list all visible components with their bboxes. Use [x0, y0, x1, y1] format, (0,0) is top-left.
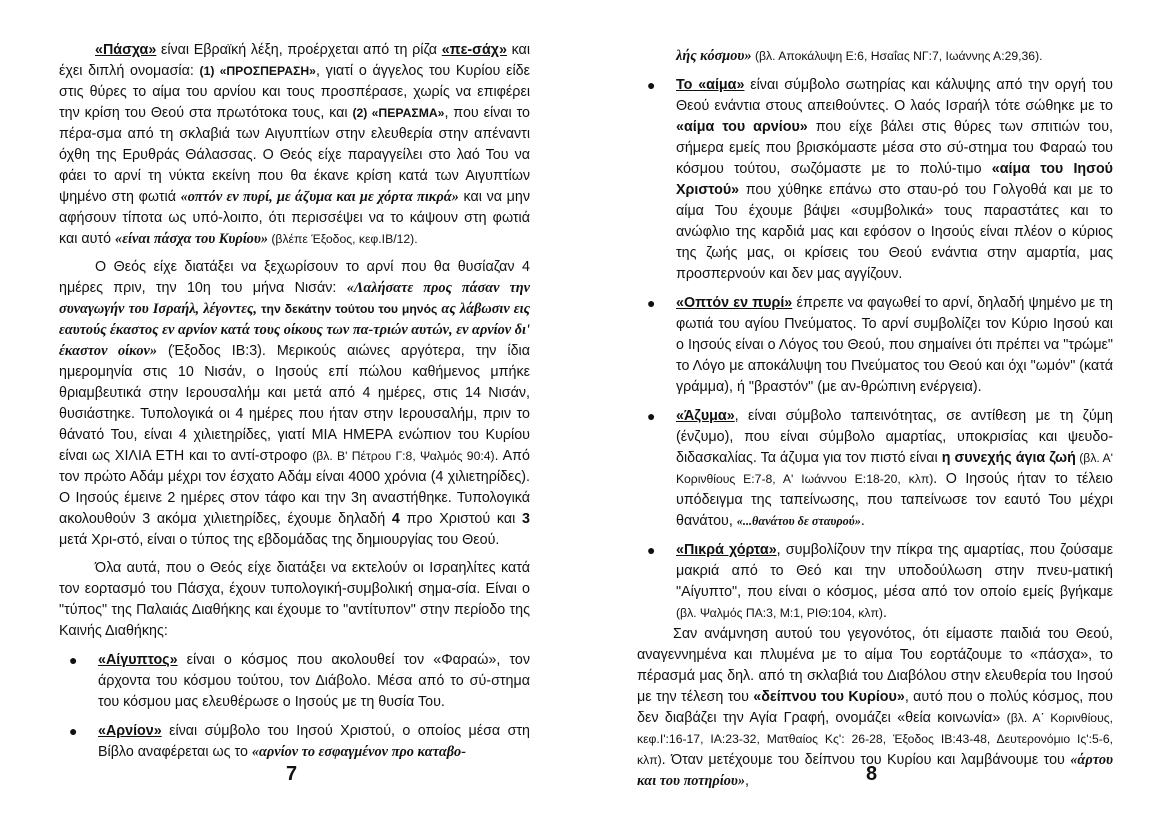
- bullet-icon: ●: [69, 723, 78, 739]
- list-item-roasted-in-fire: ● «Οπτόν εν πυρί» έπρεπε να φαγωθεί το αρνί, δηλαδή ψημένο με τη φωτιά του αγίου Πνεύματος. Το αρνί συμβολίζει τον Κύριο Ιησού και ο Ιησούς είναι ο Λόγος του Θεού, που σημαίνει ότι πρέπει να "τρώμε" το Λόγο με αποκάλυψη του Πνεύματος του Θεού και όχι "ωμόν" (κατά γράμμα), ή "βραστόν" (με αν-θρώπινη ενέργεια).: [647, 295, 1113, 395]
- list-item-egypt: ● «Αίγυπτος» είναι ο κόσμος που ακολουθεί τον «Φαραώ», τον άρχοντα του κόσμου τούτου, τον Διάβολο. Μέσα από το σύ-στημα του κόσμου μας ελευθέρωσε ο Ιησούς με τη θυσία Του.: [69, 652, 530, 710]
- paragraph-pascha-definition: «Πάσχα» είναι Εβραϊκή λέξη, προέρχεται από τη ρίζα «πε-σάχ» και έχει διπλή ονομασία: (1) «ΠΡΟΣΠΕΡΑΣΗ», γιατί ο άγγελος του Κυρίου είδε στις θύρες το αίμα του αρνίου και τους προσπέρασε, χωρίς να επιφέρει την κρίση του Θεού στα πρωτότοκα τους, και (2) «ΠΕΡΑΣΜΑ», που είναι το πέρα-σμα από τη σκλαβιά των Αιγυπτίων στην ελευθερία στην απέναντι όχθη της Ερυθράς Θάλασσας. Ο Θεός είχε παραγγείλει στο λαό Του να φάει το αρνί τη νύκτα εκείνη που θα έκανε κρίση κατά των Αιγυπτίων ψημένο στη φωτιά «οπτόν εν πυρί, με άζυμα και με χόρτα πικρά» και να μην αφήσουν τίποτα ως υπό-λοιπο, ότι περισσέψει να το κάψουν στη φωτιά και αυτό «είναι πάσχα του Κυρίου» (βλέπε Έξοδος, κεφ.ΙΒ/12).: [59, 42, 530, 247]
- left-page: [59, 40, 530, 763]
- list-item-blood: ● Το «αίμα» είναι σύμβολο σωτηρίας και κάλυψης από την οργή του Θεού ενάντια στους απειθούντες. Ο λαός Ισραήλ τότε σώθηκε με το «αίμα του αρνίου» που είχε βάλει στις θύρες των σπιτιών του, σήμερα εμείς που βρισκόμαστε μέσα στο σύ-στημα του Φαραώ του κόσμου τούτου, σωζόμαστε με το πολύ-τιμο «αίμα του Ιησού Χριστού» που χύθηκε επάνω στο σταυ-ρό του Γολγοθά και με το αίμα Του έχουμε βάψει «συμβολικά» τους παραστάτες και το ανώφλιο της καρδιά μας και εφόσον ο Ιησούς είναι πλέον ο κύριος της ζωής μας, οι κρίσεις του Θεού ενάντια στην αμαρτία, μας προσπερνούν και δεν μας αγγίζουν.: [647, 77, 1114, 282]
- bullet-icon: ●: [647, 542, 656, 558]
- bullet-icon: ●: [647, 77, 656, 93]
- symbol-list-continued: [637, 75, 1113, 624]
- list-item-bitter-herbs: ● «Πικρά χόρτα», συμβολίζουν την πίκρα της αμαρτίας, που ζούσαμε μακριά από το Θεό και την υποδούλωση στην πνευ-ματική "Αίγυπτο", που είναι ο κόσμος, μέσα από τον οποίο εμείς βγήκαμε (βλ. Ψαλμός ΠΑ:3, Μ:1, ΡΙΘ:104, κλπ).: [647, 542, 1113, 621]
- paragraph-lords-supper: Σαν ανάμνηση αυτού του γεγονότος, ότι είμαστε παιδιά του Θεού, αναγεννημένα και πλυμένα με το αίμα Του εορτάζουμε το «πάσχα», το πέρασμά μας δηλ. από τη σκλαβιά του Διαβόλου στην ελευθερία του Ιησού με την τέλεση του «δείπνου του Κυρίου», αυτό που ο πολύς κόσμος, που δεν διαβάζει την Αγία Γραφή, ονομάζει «θεία κοινωνία» (βλ. Α΄ Κορινθίους, κεφ.Ι':16-17, ΙΑ:23-32, Ματθαίος Κς': 26-28, Έξοδος ΙΒ:43-48, Δευτερονόμιο Ις':5-6, κλπ). Όταν μετέχουμε του δείπνου του Κυρίου και λαμβάνουμε του «άρτου και του ποτηρίου»,: [637, 626, 1114, 789]
- paragraph-typology-intro: Όλα αυτά, που ο Θεός είχε διατάξει να εκτελούν οι Ισραηλίτες κατά τον εορτασμό του Πάσχα, έχουν τυπολογική-συμβολική σημα-σία. Είναι ο "τύπος" της Παλαιάς Διαθήκης και έχουμε το "αντίτυπον" στην περίοδο της Καινής Διαθήκης:: [59, 560, 530, 639]
- symbol-list: [59, 650, 530, 763]
- bullet-icon: ●: [69, 652, 78, 668]
- list-item-unleavened: ● «Άζυμα», είναι σύμβολο ταπεινότητας, σε αντίθεση με τη ζύμη (ένζυμο), που είναι σύμβολο αμαρτίας, υποκρισίας και ψευδο-διδασκαλίας. Τα άζυμα για τον πιστό είναι η συνεχής άγια ζωή (βλ. Α' Κορινθίους Ε:7-8, Α' Ιωάννου Ε:18-20, κλπ). Ο Ιησούς ήταν το τέλειο υπόδειγμα της ταπείνωσης, που ταπείνωσε τον εαυτό Του μέχρι θανάτου, «...θανάτου δε σταυρού».: [647, 408, 1114, 529]
- right-page: [637, 46, 1113, 792]
- paragraph-nisan-lamb: Ο Θεός είχε διατάξει να ξεχωρίσουν το αρνί που θα θυσίαζαν 4 ημέρες πριν, την 10η του μήνα Νισάν: «Λαλήσατε προς πάσαν την συναγωγήν του Ισραήλ, λέγοντες, την δεκάτην τούτου του μηνός ας λάβωσιν εις εαυτούς έκαστος εν αρνίον κατά τους οίκους των πα-τριών αυτών, εν αρνίον δι' έκαστον οίκον» (Έξοδος ΙΒ:3). Μερικούς αιώνες αργότερα, την ίδια ημερομηνία στις 10 Νισάν, ο Ιησούς επί πώλου καθήμενος μπήκε θριαμβευτικά στην Ιερουσαλήμ και μετά από 4 ημέρες, στις 14 Νισάν, θυσιάστηκε. Τυπολογικά οι 4 ημέρες που ήταν στην Ιερουσαλήμ, πριν το θάνατό Του, είναι 4 χιλιετηρίδες, γιατί ΜΙΑ ΗΜΕΡΑ ενώπιον του Κυρίου είναι ως ΧΙΛΙΑ ΕΤΗ και το αντί-στροφο (βλ. Β' Πέτρου Γ:8, Ψαλμός 90:4). Από τον πρώτο Αδάμ μέχρι τον έσχατο Αδάμ είναι 4000 χρόνια (4 χιλιετηρίδες). Ο Ιησούς έμεινε 2 ημέρες στον τάφο και την 3η αναστήθηκε. Τυπολογικά ακολουθούν 3 ακόμα χιλιετηρίδες, έχουμε δηλαδή 4 προ Χριστού και 3 μετά Χρι-στό, είναι ο τύπος της εβδομάδας της δημιουργίας του Θεού.: [59, 259, 530, 548]
- page-number-right: 8: [866, 763, 878, 785]
- lamb-continuation: λής κόσμου» (βλ. Αποκάλυψη Ε:6, Ησαΐας ΝΓ:7, Ιωάννης Α:29,36).: [676, 48, 1043, 64]
- bullet-icon: ●: [647, 295, 656, 311]
- bullet-icon: ●: [647, 408, 656, 424]
- page-number-left: 7: [286, 763, 298, 785]
- list-item-lamb: ● «Αρνίον» είναι σύμβολο του Ιησού Χριστού, ο οποίος μέσα στη Βίβλο αναφέρεται ως το «αρνίον το εσφαγμένον προ καταβο-: [69, 723, 530, 760]
